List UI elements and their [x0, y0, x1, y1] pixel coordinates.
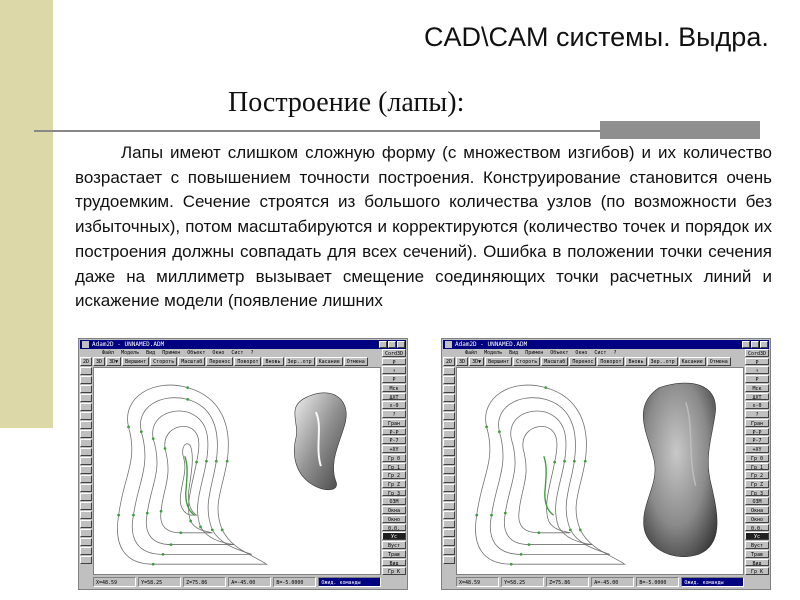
paw-shaded-drawing [457, 368, 743, 574]
toolbar [443, 357, 744, 366]
toolbar-button-3d[interactable]: 3D [456, 357, 468, 366]
right-tool[interactable]: P-P [745, 428, 769, 436]
tool-button[interactable] [80, 475, 92, 483]
right-tool[interactable]: Гр К [382, 567, 406, 575]
right-tool[interactable]: Гр 0 [382, 454, 406, 462]
right-tool[interactable]: P [382, 358, 406, 366]
toolbar-button-2d[interactable]: 2D [80, 357, 92, 366]
toolbar [80, 357, 381, 366]
menu-item-help[interactable]: ? [613, 350, 617, 356]
status-b: B=-5.0000 [273, 577, 316, 587]
right-tool[interactable]: Гр 3 [745, 489, 769, 497]
status-a: A=-45.00 [228, 577, 271, 587]
right-tool[interactable]: Вид [745, 559, 769, 567]
right-tool[interactable]: ΔXT [745, 393, 769, 401]
toolbar-button-mirror[interactable]: Зер..отр [648, 357, 678, 366]
right-tool[interactable]: ОЗМ [745, 497, 769, 505]
decorative-side-bar [0, 0, 53, 428]
tool-button[interactable] [443, 421, 455, 429]
right-tool[interactable]: Вуст [382, 541, 406, 549]
right-tool[interactable]: ? [745, 410, 769, 418]
toolbar-button-vertex[interactable]: Вершинт [122, 357, 149, 366]
right-tool[interactable]: P [382, 375, 406, 383]
menu-item-apply[interactable]: Примен [162, 350, 181, 356]
tool-button[interactable] [80, 529, 92, 537]
tool-button[interactable] [80, 439, 92, 447]
toolbar-button-new[interactable]: Вновь [262, 357, 283, 366]
right-tool[interactable]: Окно [745, 515, 769, 523]
tool-button[interactable] [443, 511, 455, 519]
right-tool[interactable]: x-0 [382, 401, 406, 409]
tool-button[interactable] [80, 511, 92, 519]
menu-item-model[interactable]: Модель [121, 350, 140, 356]
right-tool[interactable]: Гр 1 [382, 463, 406, 471]
app-icon [445, 341, 452, 348]
toolbar-button-vertex[interactable]: Вершинт [485, 357, 512, 366]
right-tool[interactable]: ↑ [745, 366, 769, 374]
divider-line [34, 130, 600, 132]
toolbar-button-undo[interactable]: Отмена [344, 357, 368, 366]
right-tool[interactable]: P [745, 375, 769, 383]
status-y: Y=58.25 [138, 577, 181, 587]
toolbar-button-undo[interactable]: Отмена [707, 357, 731, 366]
toolbar-button-rotate[interactable]: Поворот [234, 357, 261, 366]
tool-button[interactable] [443, 367, 455, 375]
right-tool[interactable]: Вид [382, 559, 406, 567]
right-tool[interactable]: Мск [745, 384, 769, 392]
toolbar-button-move[interactable]: Перенос [206, 357, 233, 366]
right-tool[interactable]: 0.0. [382, 524, 406, 532]
tool-button[interactable] [80, 466, 92, 474]
menu-item-model[interactable]: Модель [484, 350, 503, 356]
tool-button[interactable] [443, 403, 455, 411]
status-y: Y=58.25 [501, 577, 544, 587]
right-tool-palette [745, 349, 769, 575]
status-bar [93, 576, 381, 588]
status-z: Z=75.86 [183, 577, 226, 587]
right-tool[interactable]: 0.0. [745, 524, 769, 532]
toolbar-button-2d[interactable]: 2D [443, 357, 455, 366]
tool-button[interactable] [443, 430, 455, 438]
maximize-button[interactable] [751, 341, 759, 348]
toolbar-button-move[interactable]: Перенос [569, 357, 596, 366]
tool-button[interactable] [80, 547, 92, 555]
right-tool[interactable]: P-P [382, 428, 406, 436]
status-hint: Ожид. команды [318, 577, 381, 587]
tool-button[interactable] [80, 412, 92, 420]
tool-button[interactable] [80, 493, 92, 501]
right-tool[interactable]: P [745, 358, 769, 366]
status-x: X=48.59 [93, 577, 136, 587]
toolbar-button-3d-menu[interactable]: 3D▼ [106, 357, 121, 366]
menu-item-help[interactable]: ? [250, 350, 254, 356]
status-z: Z=75.86 [546, 577, 589, 587]
tool-button[interactable] [80, 484, 92, 492]
menu-item-system[interactable]: Сист [594, 350, 607, 356]
tool-button[interactable] [443, 520, 455, 528]
menu-item-file[interactable]: Файл [102, 350, 115, 356]
right-tool[interactable]: Окна [382, 506, 406, 514]
window-controls [379, 341, 405, 348]
tool-button[interactable] [80, 520, 92, 528]
tool-button[interactable] [443, 556, 455, 564]
tool-button[interactable] [443, 529, 455, 537]
menu-item-view[interactable]: Вид [509, 350, 519, 356]
window-controls [742, 341, 768, 348]
left-tool-palette [443, 367, 455, 575]
right-tool-palette [382, 349, 406, 575]
tool-button[interactable] [443, 457, 455, 465]
toolbar-button-tangent[interactable]: Касание [679, 357, 706, 366]
tool-button[interactable] [80, 367, 92, 375]
app-icon [82, 341, 89, 348]
tool-button[interactable] [443, 376, 455, 384]
menu-item-object[interactable]: Объект [550, 350, 569, 356]
right-tool[interactable]: P-7 [745, 436, 769, 444]
tool-button[interactable] [80, 457, 92, 465]
right-tool[interactable]: Окно [382, 515, 406, 523]
drawing-canvas[interactable] [93, 367, 381, 575]
minimize-button[interactable] [379, 341, 387, 348]
tool-button[interactable] [443, 547, 455, 555]
tool-button[interactable] [80, 403, 92, 411]
right-tool[interactable]: Трав [382, 550, 406, 558]
toolbar-button-3d-menu[interactable]: 3D▼ [469, 357, 484, 366]
right-tool[interactable]: Гр 2 [745, 471, 769, 479]
status-b: B=-5.0000 [636, 577, 679, 587]
right-tool[interactable]: Гр 2 [382, 471, 406, 479]
right-tool[interactable]: Мск [382, 384, 406, 392]
tool-button[interactable] [80, 448, 92, 456]
menu-item-apply[interactable]: Примен [525, 350, 544, 356]
right-tool[interactable]: +XY [382, 445, 406, 453]
tool-button[interactable] [443, 385, 455, 393]
tool-button[interactable] [80, 502, 92, 510]
status-x: X=48.59 [456, 577, 499, 587]
right-tool[interactable]: Окна [745, 506, 769, 514]
paw-wireframe-drawing [94, 368, 380, 574]
tool-button[interactable] [443, 466, 455, 474]
menu-item-view[interactable]: Вид [146, 350, 156, 356]
toolbar-button-3d[interactable]: 3D [93, 357, 105, 366]
tool-button[interactable] [443, 484, 455, 492]
right-tool[interactable]: Гран [745, 419, 769, 427]
right-tool[interactable]: Ус [745, 532, 769, 540]
divider-block [600, 121, 760, 139]
status-bar [456, 576, 744, 588]
tool-button[interactable] [443, 493, 455, 501]
tool-button[interactable] [443, 439, 455, 447]
toolbar-button-mirror[interactable]: Зер..отр [285, 357, 315, 366]
window-title: Adam2D - UNNAMED.ADM [92, 341, 165, 348]
right-tool[interactable]: Cord3D [382, 349, 406, 357]
tool-button[interactable] [443, 538, 455, 546]
menu-item-window[interactable]: Окно [212, 350, 225, 356]
cad-window-wireframe [78, 338, 408, 590]
tool-button[interactable] [80, 538, 92, 546]
right-tool[interactable]: ↑ [382, 366, 406, 374]
tool-button[interactable] [443, 394, 455, 402]
toolbar-button-new[interactable]: Вновь [625, 357, 646, 366]
slide-subtitle: Построение (лапы): [228, 87, 465, 118]
tool-button[interactable] [443, 448, 455, 456]
menu-item-window[interactable]: Окно [575, 350, 588, 356]
toolbar-button-side[interactable]: Стороть [150, 357, 177, 366]
right-tool[interactable]: P-7 [382, 436, 406, 444]
window-title: Adam2D - UNNAMED.ADM [455, 341, 528, 348]
left-tool-palette [80, 367, 92, 575]
slide-title: CAD\CAM системы. Выдра. [424, 22, 769, 52]
window-titlebar[interactable] [80, 340, 406, 349]
right-tool[interactable]: x-0 [745, 401, 769, 409]
toolbar-button-scale[interactable]: Масштаб [178, 357, 205, 366]
right-tool[interactable]: Гр 1 [745, 463, 769, 471]
tool-button[interactable] [80, 421, 92, 429]
tool-button[interactable] [80, 394, 92, 402]
cad-window-shaded [441, 338, 771, 590]
tool-button[interactable] [80, 556, 92, 564]
tool-button[interactable] [80, 430, 92, 438]
right-tool[interactable]: Гр К [745, 567, 769, 575]
tool-button[interactable] [443, 475, 455, 483]
menu-bar [443, 349, 769, 357]
right-tool[interactable]: Гр 0 [745, 454, 769, 462]
drawing-canvas[interactable] [456, 367, 744, 575]
toolbar-button-side[interactable]: Стороть [513, 357, 540, 366]
minimize-button[interactable] [742, 341, 750, 348]
maximize-button[interactable] [388, 341, 396, 348]
right-tool[interactable]: Гран [382, 419, 406, 427]
toolbar-button-scale[interactable]: Масштаб [541, 357, 568, 366]
close-button[interactable] [397, 341, 405, 348]
menu-item-system[interactable]: Сист [231, 350, 244, 356]
status-a: A=-45.00 [591, 577, 634, 587]
right-tool[interactable]: ? [382, 410, 406, 418]
right-tool[interactable]: Трав [745, 550, 769, 558]
right-tool[interactable]: Ус [382, 532, 406, 540]
tool-button[interactable] [80, 376, 92, 384]
menu-item-object[interactable]: Объект [187, 350, 206, 356]
menu-item-file[interactable]: Файл [465, 350, 478, 356]
right-tool[interactable]: +XY [745, 445, 769, 453]
close-button[interactable] [760, 341, 768, 348]
tool-button[interactable] [80, 385, 92, 393]
window-titlebar[interactable] [443, 340, 769, 349]
tool-button[interactable] [443, 412, 455, 420]
right-tool[interactable]: Гр 3 [382, 489, 406, 497]
menu-bar [80, 349, 406, 357]
right-tool[interactable]: Cord3D [745, 349, 769, 357]
toolbar-button-tangent[interactable]: Касание [316, 357, 343, 366]
right-tool[interactable]: Гр Z [745, 480, 769, 488]
body-paragraph: Лапы имеют слишком сложную форму (с множеством изгибов) и их количество возрастает с повышением точности построения. Конструирование становится очень трудоемким. Сечение строятся из большого количества узлов (по возможности без избыточных), потом масштабируются и корректируются (количество точек и порядок их построения должны совпадать для всех сечений). Ошибка в положении точки сечения даже на миллиметр вызывает смещение соединяющих точки расчетных линий и искажение модели (появление лишних [75, 143, 772, 311]
status-hint: Ожид. команды [681, 577, 744, 587]
right-tool[interactable]: ΔXT [382, 393, 406, 401]
tool-button[interactable] [443, 502, 455, 510]
right-tool[interactable]: Вуст [745, 541, 769, 549]
toolbar-button-rotate[interactable]: Поворот [597, 357, 624, 366]
right-tool[interactable]: ОЗМ [382, 497, 406, 505]
right-tool[interactable]: Гр Z [382, 480, 406, 488]
